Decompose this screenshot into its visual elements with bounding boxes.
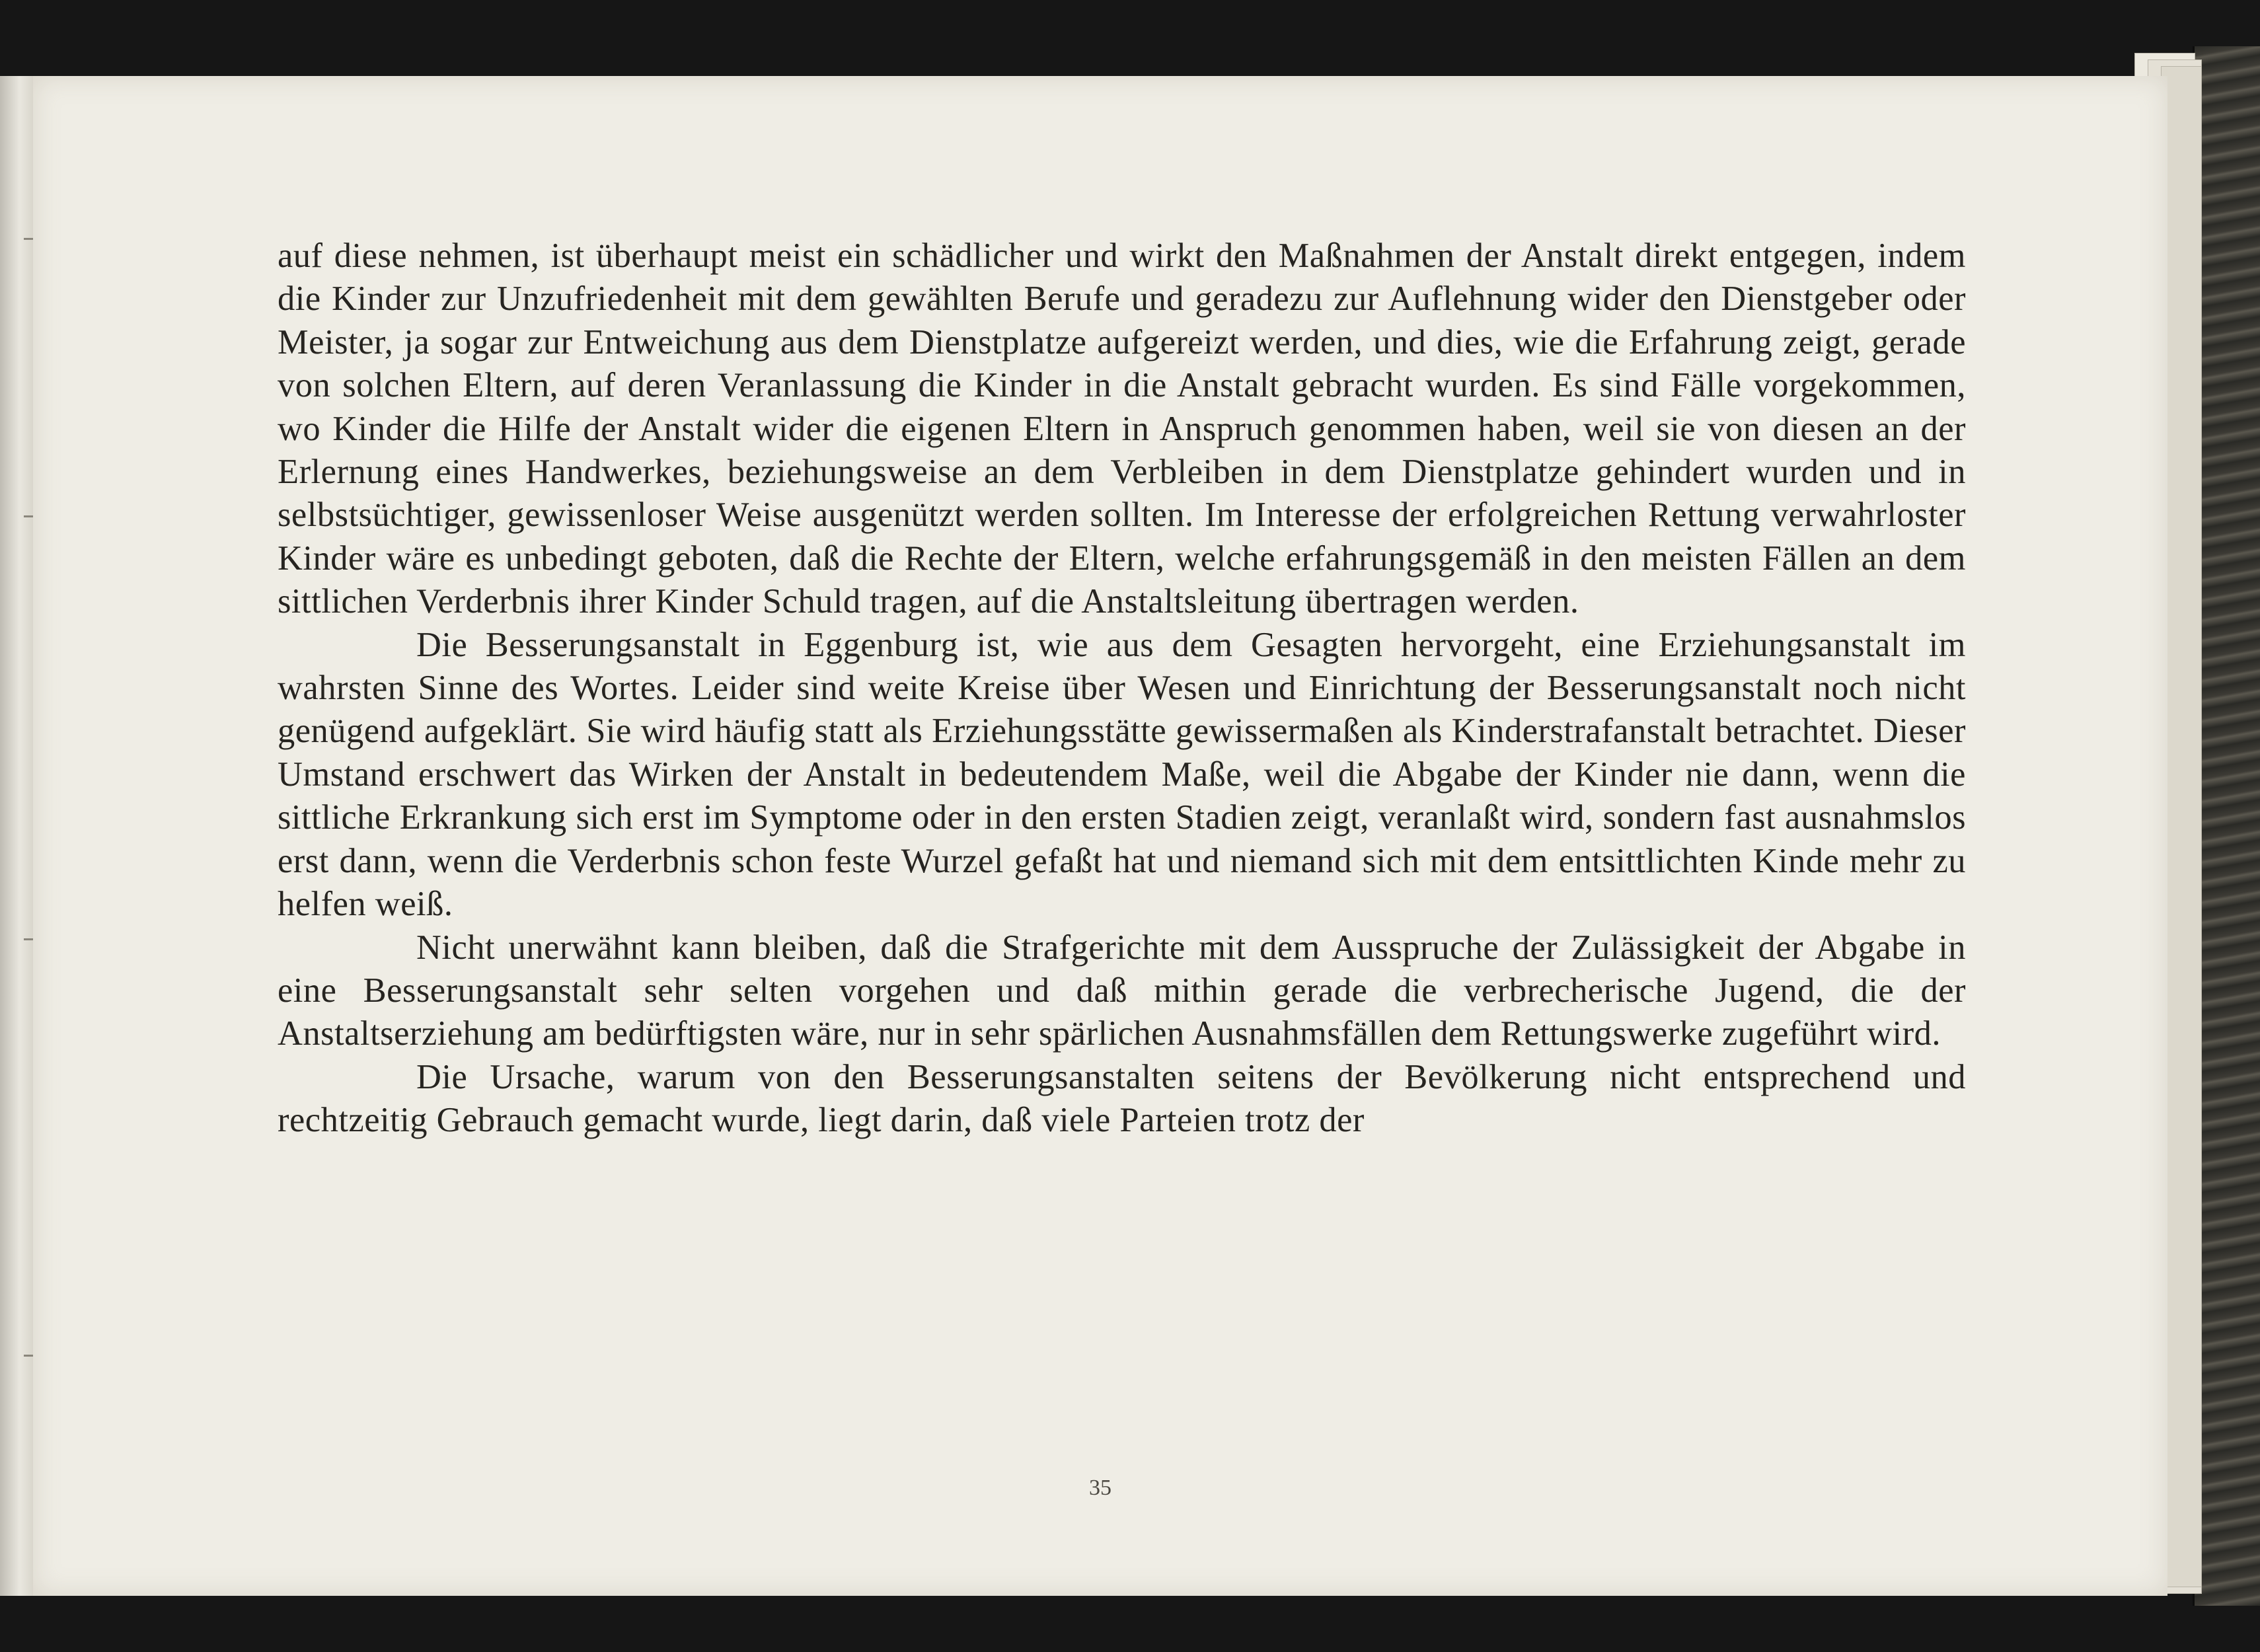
body-text — [278, 235, 1966, 1143]
left-page-edge — [0, 76, 34, 1596]
binding-thread-mark — [24, 515, 33, 517]
page-number: 35 — [1089, 1476, 1111, 1500]
binding-thread-mark — [24, 938, 33, 940]
book-page — [33, 76, 2167, 1596]
paragraph: Die Ursache, warum von den Besserungsanstalten seitens der Bevölkerung nicht entsprechend und rechtzeitig Gebrauch gemacht wurde, liegt darin, daß viele Parteien trotz der — [278, 1057, 1966, 1140]
paragraph: Nicht unerwähnt kann bleiben, daß die Strafgerichte mit dem Ausspruche der Zulässigkeit der Abgabe in eine Besserungsanstalt sehr selten vorgehen und daß mithin gerade die verbrecherische Jugend, die der Anstaltserziehung am bedürftigsten wäre, nur in sehr spärlichen Ausnahmsfällen dem Rettungswerke zugeführt wird. — [278, 928, 1966, 1053]
paragraph: auf diese nehmen, ist überhaupt meist ein schädlicher und wirkt den Maßnahmen der Anstalt direkt entgegen, indem die Kinder zur Unzufriedenheit mit dem gewählten Berufe und geradezu zur Auflehnung wider den Dienstgeber oder Meister, ja sogar zur Entweichung aus dem Dienstplatze aufgereizt werden, und dies, wie die Erfahrung zeigt, gerade von solchen Eltern, auf deren Veranlassung die Kinder in die Anstalt gebracht wurden. Es sind Fälle vorgekommen, wo Kinder die Hilfe der Anstalt wider die eigenen Eltern in Anspruch genommen haben, weil sie von diesen an der Erlernung eines Handwerkes, beziehungsweise an dem Verbleiben in dem Dienstplatze gehindert wurden und in selbstsüchtiger, gewissenloser Weise ausgenützt werden sollten. Im Interesse der erfolgreichen Rettung verwahrloster Kinder wäre es unbedingt geboten, daß die Rechte der Eltern, welche erfahrungsgemäß in den meisten Fällen an dem sittlichen Verderbnis ihrer Kinder Schuld tragen, auf die Anstaltsleitung übertragen werden. — [278, 237, 1966, 621]
binding-thread-mark — [24, 1355, 33, 1357]
book-cover-board — [2193, 46, 2260, 1606]
paragraph: Die Besserungsanstalt in Eggenburg ist, wie aus dem Gesagten hervorgeht, eine Erziehungsanstalt im wahrsten Sinne des Wortes. Leider sind weite Kreise über Wesen und Einrichtung der Besserungsanstalt noch nicht genügend aufgeklärt. Sie wird häufig statt als Erziehungsstätte gewissermaßen als Kinderstrafanstalt betrachtet. Dieser Umstand erschwert das Wirken der Anstalt in bedeutendem Maße, weil die Abgabe der Kinder nie dann, wenn die sittliche Erkrankung sich erst im Symptome oder in den ersten Stadien zeigt, veranlaßt wird, sondern fast ausnahmslos erst dann, wenn die Verderbnis schon feste Wurzel gefaßt hat und niemand sich mit dem entsittlichten Kinde mehr zu helfen weiß. — [278, 625, 1966, 924]
binding-thread-mark — [24, 238, 33, 240]
